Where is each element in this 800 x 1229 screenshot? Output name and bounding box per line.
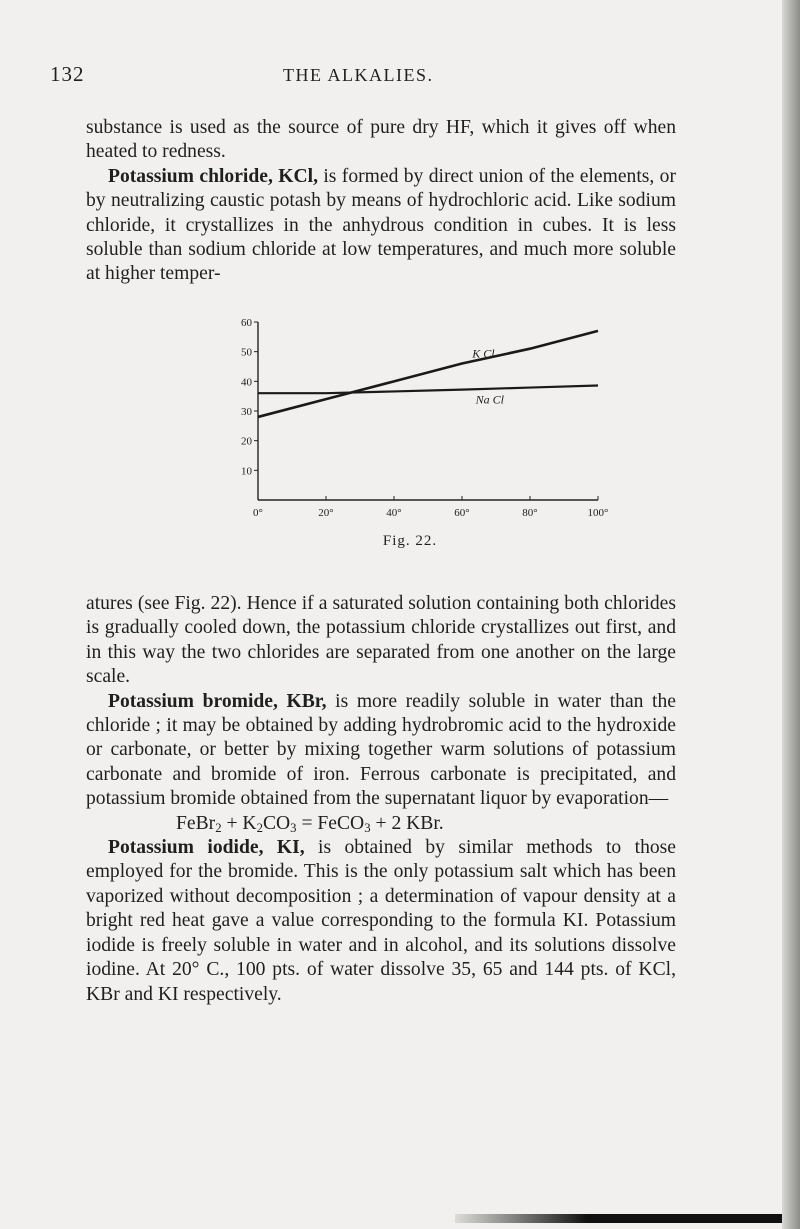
x-tick-label: 80° (522, 507, 538, 519)
paragraph-potassium-iodide (86, 836, 676, 1007)
eq-part: + 2 KBr. (370, 812, 444, 834)
x-tick-label: 0° (253, 507, 263, 519)
y-tick-label: 60 (241, 317, 252, 329)
paragraph-text: is obtained by similar methods to those employed for the bromide. This is the only potassium salt which has been vaporized without decomposition ; a determination of vapour density at a bright red heat gave a value corresponding to the formula KI. Potassium iodide is freely soluble in water and in alcohol, and its solutions dissolve iodine. At 20° C., 100 pts. of water dissolve 35, 65 and 144 pts. of KCl, KBr and KI respectively. (86, 837, 676, 1005)
eq-part: + K (221, 812, 257, 834)
eq-subscript: 2 (256, 820, 263, 835)
text-block-top (86, 116, 676, 287)
eq-part: FeBr (176, 812, 216, 834)
scan-edge-shadow (455, 1214, 786, 1223)
nacl-curve (258, 385, 598, 393)
x-tick-label: 60° (454, 507, 470, 519)
solubility-chart (200, 310, 620, 525)
x-tick-label: 40° (386, 507, 402, 519)
chemical-equation (86, 812, 676, 836)
eq-subscript: 2 (215, 820, 222, 835)
eq-subscript: 3 (364, 820, 371, 835)
paragraph-text: is formed by direct union of the elements, or by neutralizing caustic potash by means of hydrochloric acid. Like sodium chloride, it crystallizes in the anhydrous condition in cubes. It is less soluble than sodium chloride at low temperatures, and much more soluble at higher temper- (86, 165, 676, 285)
page-number: 132 (50, 62, 85, 86)
eq-part: = FeCO (296, 812, 365, 834)
eq-part: CO (262, 812, 291, 834)
page-header (0, 62, 786, 102)
figure-22 (200, 310, 620, 549)
kcl-label: K Cl (472, 346, 495, 361)
heading-potassium-iodide: Potassium iodide, KI, (108, 837, 305, 859)
x-tick-label: 20° (318, 507, 334, 519)
y-tick-label: 10 (241, 465, 252, 478)
paragraph-potassium-chloride (86, 165, 676, 287)
paragraph-potassium-bromide (86, 690, 676, 812)
book-edge (782, 0, 800, 1229)
x-tick-label: 100° (587, 507, 609, 519)
paragraph-continuation (86, 116, 676, 165)
paragraph-text: is more readily soluble in water than the chloride ; it may be obtained by adding hydrobromic acid to the hydroxide or carbonate, or better by mixing together warm solutions of potassium carbonate and bromide of iron. Ferrous carbonate is precipitated, and potassium bromide obtained from the supernatant liquor by evaporation— (86, 690, 676, 810)
paragraph-continuation-atures: atures (see Fig. 22). Hence if a saturated solution containing both chlorides is gradually cooled down, the potassium chloride crystallizes out first, and in this way the two chlorides are separated from one another on the large scale. (86, 593, 676, 688)
kcl-curve (258, 331, 598, 417)
y-tick-label: 30 (241, 406, 252, 418)
nacl-label: Na Cl (475, 392, 504, 407)
eq-subscript: 3 (290, 820, 297, 835)
y-tick-label: 40 (241, 376, 252, 389)
heading-potassium-chloride: Potassium chloride, KCl, (108, 165, 318, 187)
heading-potassium-bromide: Potassium bromide, KBr, (108, 690, 327, 712)
paragraph-text: substance is used as the source of pure dry HF, which it gives off when heated to redness. (86, 117, 676, 163)
y-tick-label: 20 (241, 435, 252, 448)
running-head: THE ALKALIES. (283, 65, 434, 85)
y-tick-label: 50 (241, 346, 252, 359)
figure-caption: Fig. 22. (382, 533, 438, 549)
text-block-bottom (86, 592, 676, 1007)
